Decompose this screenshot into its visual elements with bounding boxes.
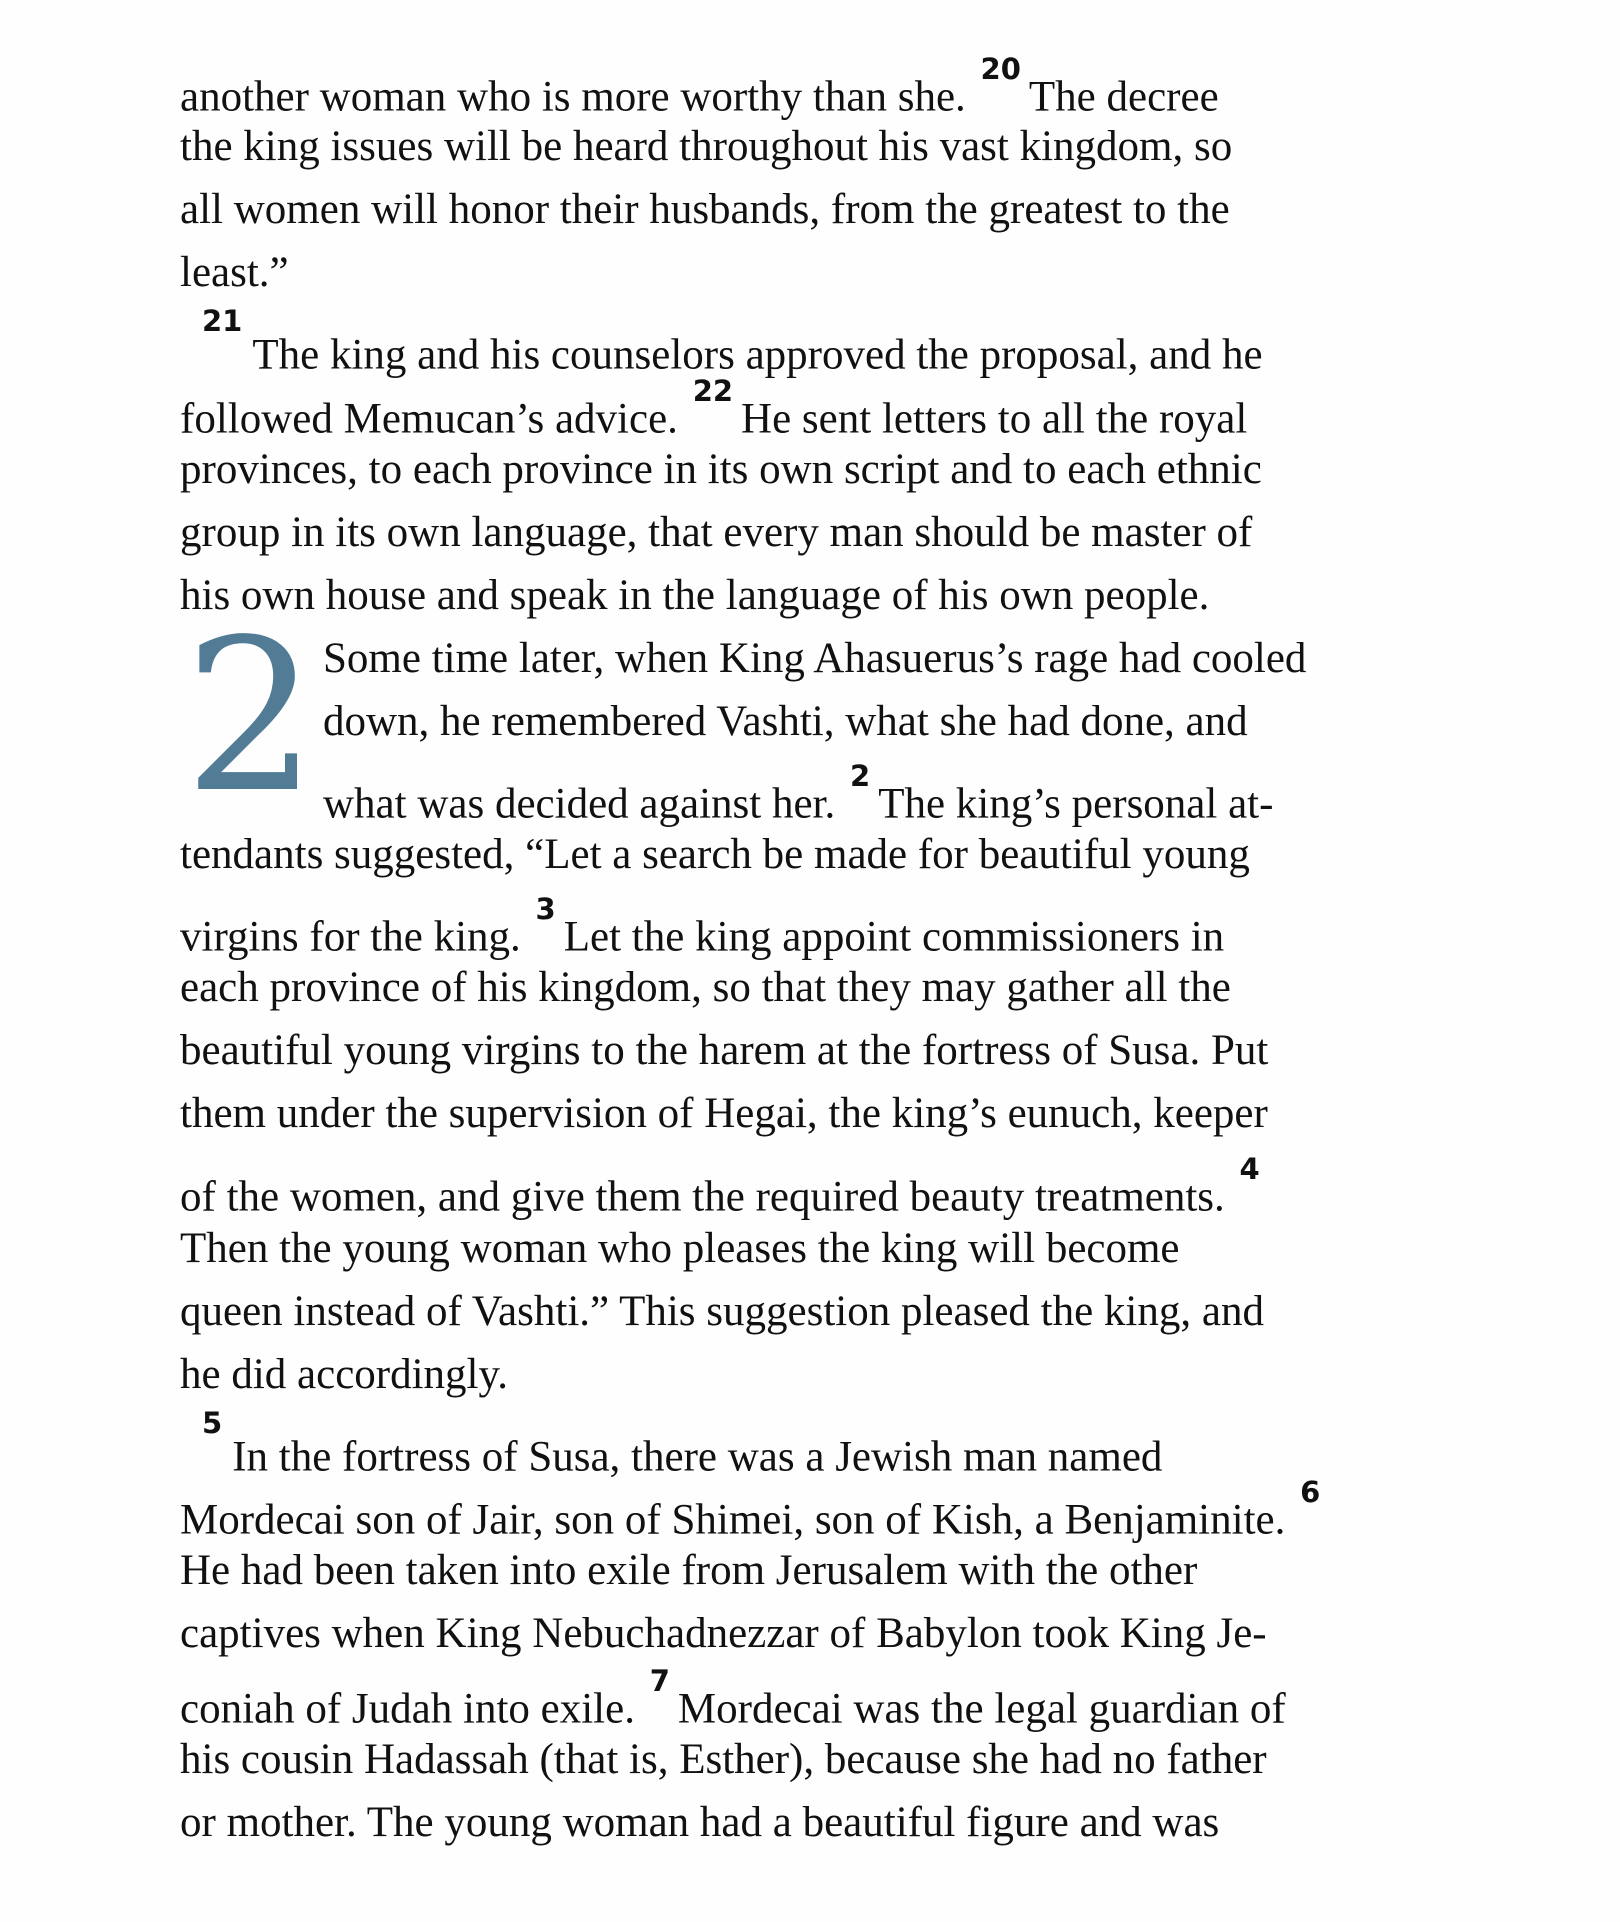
text-line: least.”: [180, 249, 289, 296]
text-line: captives when King Nebuchadnezzar of Babylon took King Je-: [180, 1610, 1267, 1657]
text-line: queen instead of Vashti.” This suggestion pleased the king, and: [180, 1288, 1264, 1335]
verse-number: 20: [980, 52, 1021, 86]
text-line: [180, 52, 1219, 121]
text-line: beautiful young virgins to the harem at the fortress of Susa. Put: [180, 1027, 1269, 1074]
text-line: or mother. The young woman had a beautiful figure and was: [180, 1799, 1220, 1846]
verse-number: 22: [692, 374, 734, 408]
text-line: his cousin Hadassah (that is, Esther), because she had no father: [180, 1736, 1267, 1783]
text-line: his own house and speak in the language of his own people.: [180, 572, 1210, 619]
verse-number: 6: [1300, 1475, 1321, 1509]
text-line: [180, 1475, 1328, 1544]
text-line: group in its own language, that every man should be master of: [180, 509, 1253, 556]
text-line: all women will honor their husbands, from the greatest to the: [180, 186, 1230, 233]
verse-number: 4: [1239, 1152, 1260, 1186]
verse-text: followed Memucan’s advice.: [180, 395, 678, 443]
verse-text: another woman who is more worthy than she.: [180, 73, 966, 121]
text-line: [180, 1406, 1163, 1481]
text-line: [180, 1152, 1268, 1221]
text-line: Then the young woman who pleases the king will become: [180, 1225, 1180, 1272]
verse-text: He sent letters to all the royal: [741, 395, 1248, 443]
verse-text: The king and his counselors approved the proposal, and he: [252, 331, 1263, 379]
text-line: [180, 892, 1225, 961]
text-line: down, he remembered Vashti, what she had done, and: [323, 698, 1248, 745]
verse-text: Mordecai son of Jair, son of Shimei, son of Kish, a Benjaminite.: [180, 1496, 1286, 1544]
text-line: each province of his kingdom, so that they may gather all the: [180, 964, 1231, 1011]
verse-text: The king’s personal at-: [878, 780, 1274, 828]
verse-text: Let the king appoint commissioners in: [563, 913, 1225, 961]
verse-text: The decree: [1028, 73, 1219, 121]
verse-number: 7: [649, 1664, 670, 1698]
text-line: provinces, to each province in its own script and to each ethnic: [180, 446, 1262, 493]
verse-number: 5: [202, 1406, 223, 1440]
text-line: [180, 1664, 1286, 1733]
verse-number: 3: [535, 892, 556, 926]
text-line: he did accordingly.: [180, 1351, 508, 1398]
verse-text: coniah of Judah into exile.: [180, 1685, 635, 1733]
text-line: [180, 304, 1263, 379]
verse-text: In the fortress of Susa, there was a Jewish man named: [232, 1433, 1163, 1481]
verse-number: 2: [850, 759, 871, 793]
verse-text: of the women, and give them the required beauty treatments.: [180, 1173, 1225, 1221]
text-line: [180, 374, 1248, 443]
text-line: tendants suggested, “Let a search be made for beautiful young: [180, 831, 1250, 878]
text-line: them under the supervision of Hegai, the king’s eunuch, keeper: [180, 1090, 1268, 1137]
text-line: He had been taken into exile from Jerusalem with the other: [180, 1547, 1198, 1594]
text-line: the king issues will be heard throughout his vast kingdom, so: [180, 123, 1233, 170]
verse-text: what was decided against her.: [323, 780, 836, 828]
verse-text: Mordecai was the legal guardian of: [677, 1685, 1286, 1733]
verse-text: virgins for the king.: [180, 913, 521, 961]
verse-number: 21: [202, 304, 243, 338]
text-line: [323, 759, 1274, 828]
chapter-drop-cap: 2: [184, 594, 318, 839]
text-line: Some time later, when King Ahasuerus’s rage had cooled: [323, 635, 1307, 682]
